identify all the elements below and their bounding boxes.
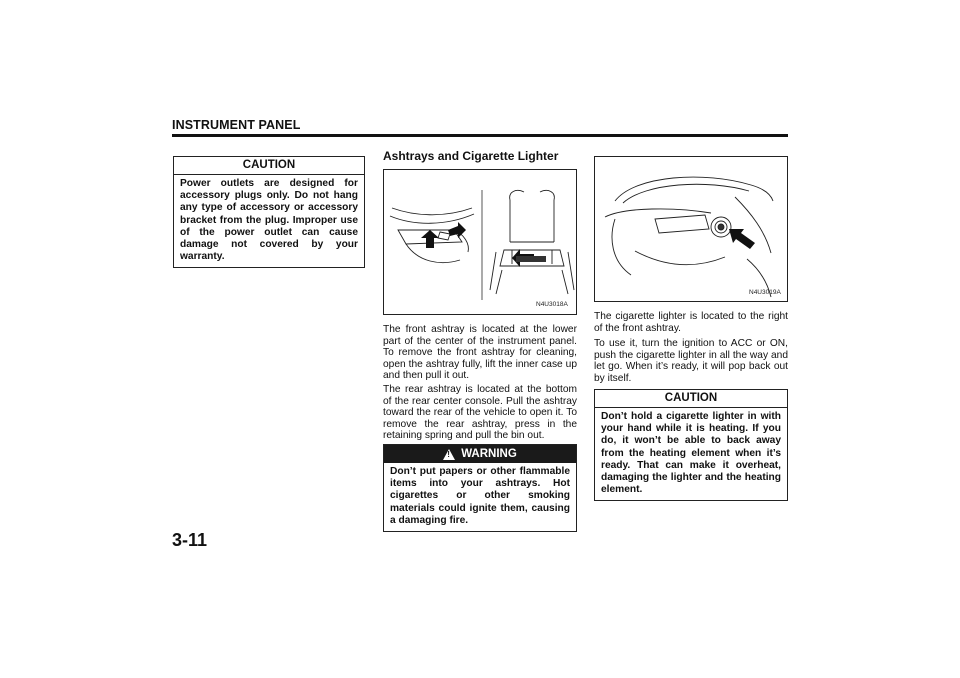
- section-header-title: INSTRUMENT PANEL: [172, 118, 301, 132]
- warning-triangle-icon: [443, 449, 455, 460]
- warning-text: Don’t put papers or other flammable items into your ashtrays. Hot cigarettes or other smoking materials could ignite them, causing a damaging fire.: [390, 466, 570, 526]
- lighter-location-paragraph: The cigarette lighter is located to the right of the front ashtray.: [594, 311, 788, 334]
- warning-heading-bar: [384, 445, 576, 463]
- figure-code: N4U3018A: [536, 301, 568, 308]
- caution-box-power-outlet: [173, 156, 365, 268]
- section-title: Ashtrays and Cigarette Lighter: [383, 149, 559, 163]
- caution-box-lighter: [594, 389, 788, 501]
- caution-text: Power outlets are designed for accessory plugs only. Do not hang any type of accessory or accessory bracket from the plug. Improper use of the power outlet can cause damage not covered by your warranty.: [180, 178, 358, 263]
- caution-text: Don’t hold a cigarette lighter in with your hand while it is heating. If you do, it won’t be able to back away from the heating element when it’s ready. That can make it overheat, damaging the lighter and the heating element.: [601, 411, 781, 496]
- cigarette-lighter-illustration: [594, 156, 788, 302]
- caution-heading: CAUTION: [595, 390, 787, 408]
- ashtray-illustration: [383, 169, 577, 315]
- caution-heading: CAUTION: [174, 157, 364, 175]
- ashtray-drawing: [384, 170, 576, 314]
- cigarette-lighter-drawing: [595, 157, 787, 301]
- lighter-usage-paragraph: To use it, turn the ignition to ACC or ON, push the cigarette lighter in all the way and let go. When it’s ready, it will pop back out by itself.: [594, 338, 788, 384]
- warning-box-ashtray: [383, 444, 577, 532]
- figure-code: N4U3019A: [749, 289, 781, 296]
- page-number: 3-11: [172, 530, 208, 550]
- front-ashtray-paragraph: The front ashtray is located at the lower part of the center of the instrument panel. To remove the front ashtray for cleaning, open the ashtray fully, lift the inner case up and then pull it out.: [383, 324, 577, 382]
- rear-ashtray-paragraph: The rear ashtray is located at the bottom of the rear center console. Pull the ashtray toward the rear of the vehicle to open it. To remove the rear ashtray, press in the retaining spring and pull the bin out.: [383, 384, 577, 442]
- warning-heading: WARNING: [461, 448, 517, 460]
- header-divider: [172, 134, 788, 137]
